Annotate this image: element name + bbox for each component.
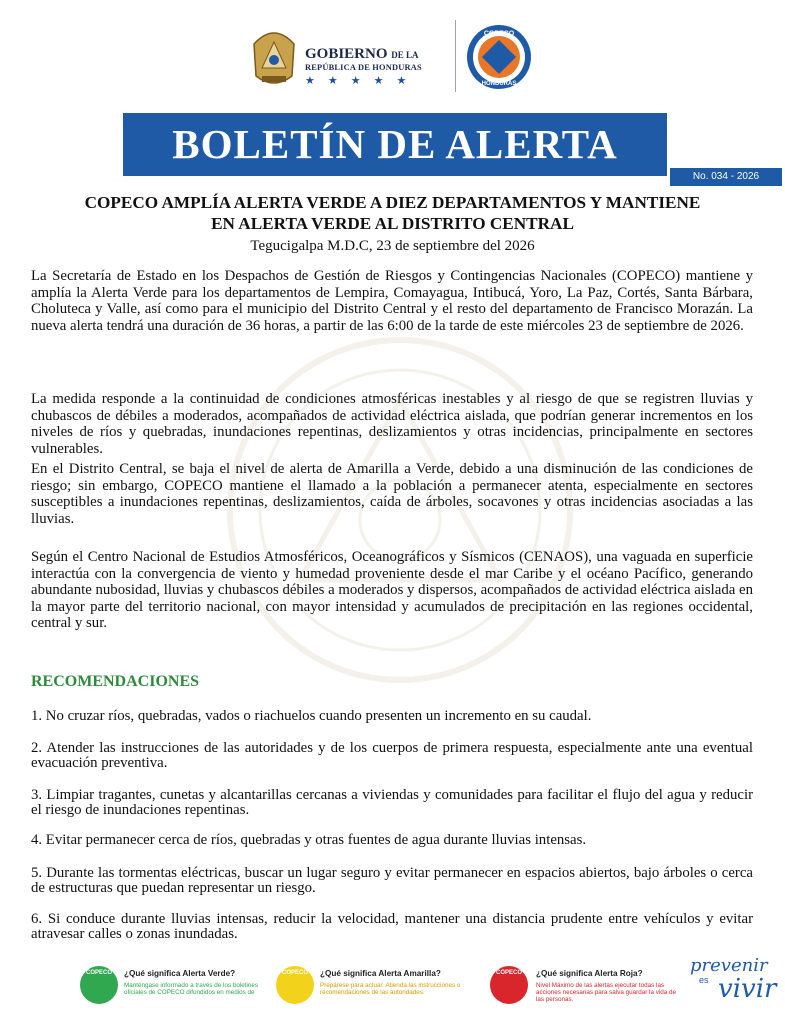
bulletin-number-badge: No. 034 - 2026	[670, 168, 782, 186]
copeco-logo-bottom-text: HONDURAS	[481, 81, 517, 87]
recommendation-item: 1. No cruzar ríos, quebradas, vados o riachuelos cuando presenten un incremento en su caudal.	[31, 708, 592, 724]
government-subtitle: REPÚBLICA DE HONDURAS	[305, 63, 422, 72]
headline-line-2: EN ALERTA VERDE AL DISTRITO CENTRAL	[211, 214, 574, 233]
paragraph-distrito-central: En el Distrito Central, se baja el nivel de alerta de Amarilla a Verde, debido a una disminución de las condiciones de riesgo; sin embargo, COPECO mantiene el llamado a la población a permanecer atenta, especialmente en sectores susceptibles a inundaciones repentinas, deslizamientos, caída de árboles, socavones y otras incidencias asociadas a las lluvias.	[31, 461, 753, 527]
paragraph-cenaos: Según el Centro Nacional de Estudios Atmosféricos, Oceanográficos y Sísmicos (CENAOS), una vaguada en superficie interactúa con la convergencia de viento y humedad proveniente desde el mar Caribe y el océano Pacífico, generando abundante nubosidad, lluvias y chubascos débiles a moderados y dispersos, acompañados de actividad eléctrica aislada en la mayor parte del territorio nacional, con mayor intensidad y acumulados de precipitación en las regiones occidental, central y sur.	[31, 549, 753, 632]
recommendation-item: 2. Atender las instrucciones de las autoridades y de los cuerpos de primera respuesta, especialmente ante una eventual evacuación preventiva.	[31, 740, 753, 771]
recommendation-item: 4. Evitar permanecer cerca de ríos, quebradas y otras fuentes de agua durante lluvias intensas.	[31, 832, 587, 848]
recommendations-title: RECOMENDACIONES	[31, 673, 200, 690]
red-alert-badge-icon	[490, 966, 528, 1004]
coat-of-arms-icon	[248, 24, 300, 90]
alert-banner	[123, 113, 667, 176]
header	[0, 18, 785, 98]
brand-vivir	[718, 974, 776, 1004]
paragraph-alert-scope: La Secretaría de Estado en los Despachos de Gestión de Riesgos y Contingencias Nacionales (COPECO) mantiene y amplía la Alerta Verde para los departamentos de Lempira, Comayagua, Intibucá, Yoro, La Paz, Cortés, Santa Bárbara, Choluteca y Valle, así como para el municipio del Distrito Central y el resto del departamento de Francisco Morazán. La nueva alerta tendrá una duración de 36 horas, a partir de las 6:00 de la tarde de este miércoles 23 de septiembre de 2026.	[31, 268, 753, 334]
stars-icon: ★★★★★	[305, 74, 420, 87]
green-alert-badge-label: COPECO	[85, 970, 112, 976]
copeco-logo-top-text: COPECO	[483, 30, 515, 38]
headline	[30, 192, 755, 234]
yellow-alert-badge-label: COPECO	[281, 970, 308, 976]
paragraph-measure-reason: La medida responde a la continuidad de condiciones atmosféricas inestables y al riesgo de que se registren lluvias y chubascos de débiles a moderados, acompañados de actividad eléctrica aislada, que podrían generar incrementos en los niveles de ríos y quebradas, inundaciones repentinas, deslizamientos y otras incidencias, principalmente en sectores vulnerables.	[31, 391, 753, 457]
yellow-alert-title: ¿Qué significa Alerta Amarilla?	[320, 969, 441, 978]
header-divider	[455, 20, 456, 92]
banner-title: BOLETÍN DE ALERTA	[172, 121, 618, 167]
red-alert-title: ¿Qué significa Alerta Roja?	[536, 969, 643, 978]
red-alert-badge-label: COPECO	[495, 970, 522, 976]
headline-line-1: COPECO AMPLÍA ALERTA VERDE A DIEZ DEPARTAMENTOS Y MANTIENE	[84, 193, 701, 212]
green-alert-text: Manténgase informado a través de los boletines oficiales de COPECO difundidos en medios de	[124, 982, 259, 997]
yellow-alert-text: Prepárese para actuar. Atienda las instrucciones o recomendaciones de las autoridades.	[320, 982, 461, 997]
brand-vivir-text: vivir	[718, 974, 777, 1004]
red-alert-text: Nivel Máximo de las alertas ejecutar todas las acciones necesarias para salva guardar la vida de las personas.	[536, 982, 677, 1004]
copeco-logo	[466, 24, 532, 90]
dateline: Tegucigalpa M.D.C, 23 de septiembre del 2026	[250, 238, 535, 254]
green-alert-title: ¿Qué significa Alerta Verde?	[124, 969, 236, 978]
recommendation-item: 3. Limpiar tragantes, cunetas y alcantarillas cercanas a viviendas y comunidades para facilitar el flujo del agua y reducir el riesgo de inundaciones repentinas.	[31, 787, 753, 818]
recommendation-item: 6. Si conduce durante lluvias intensas, reducir la velocidad, mantener una distancia prudente entre vehículos y evitar atravesar calles o zonas inundadas.	[31, 911, 753, 942]
brand-prevenir: prevenir	[690, 955, 768, 976]
recommendation-item: 5. Durante las tormentas eléctricas, buscar un lugar seguro y evitar permanecer en espacios abiertos, bajo árboles o cerca de estructuras que puedan representar un riesgo.	[31, 865, 753, 896]
yellow-alert-badge-icon	[276, 966, 314, 1004]
brand-es: es	[699, 975, 709, 985]
government-title-small: DE LA	[391, 50, 419, 60]
government-title: GOBIERNO DE LA	[305, 46, 419, 62]
green-alert-badge-icon	[80, 966, 118, 1004]
